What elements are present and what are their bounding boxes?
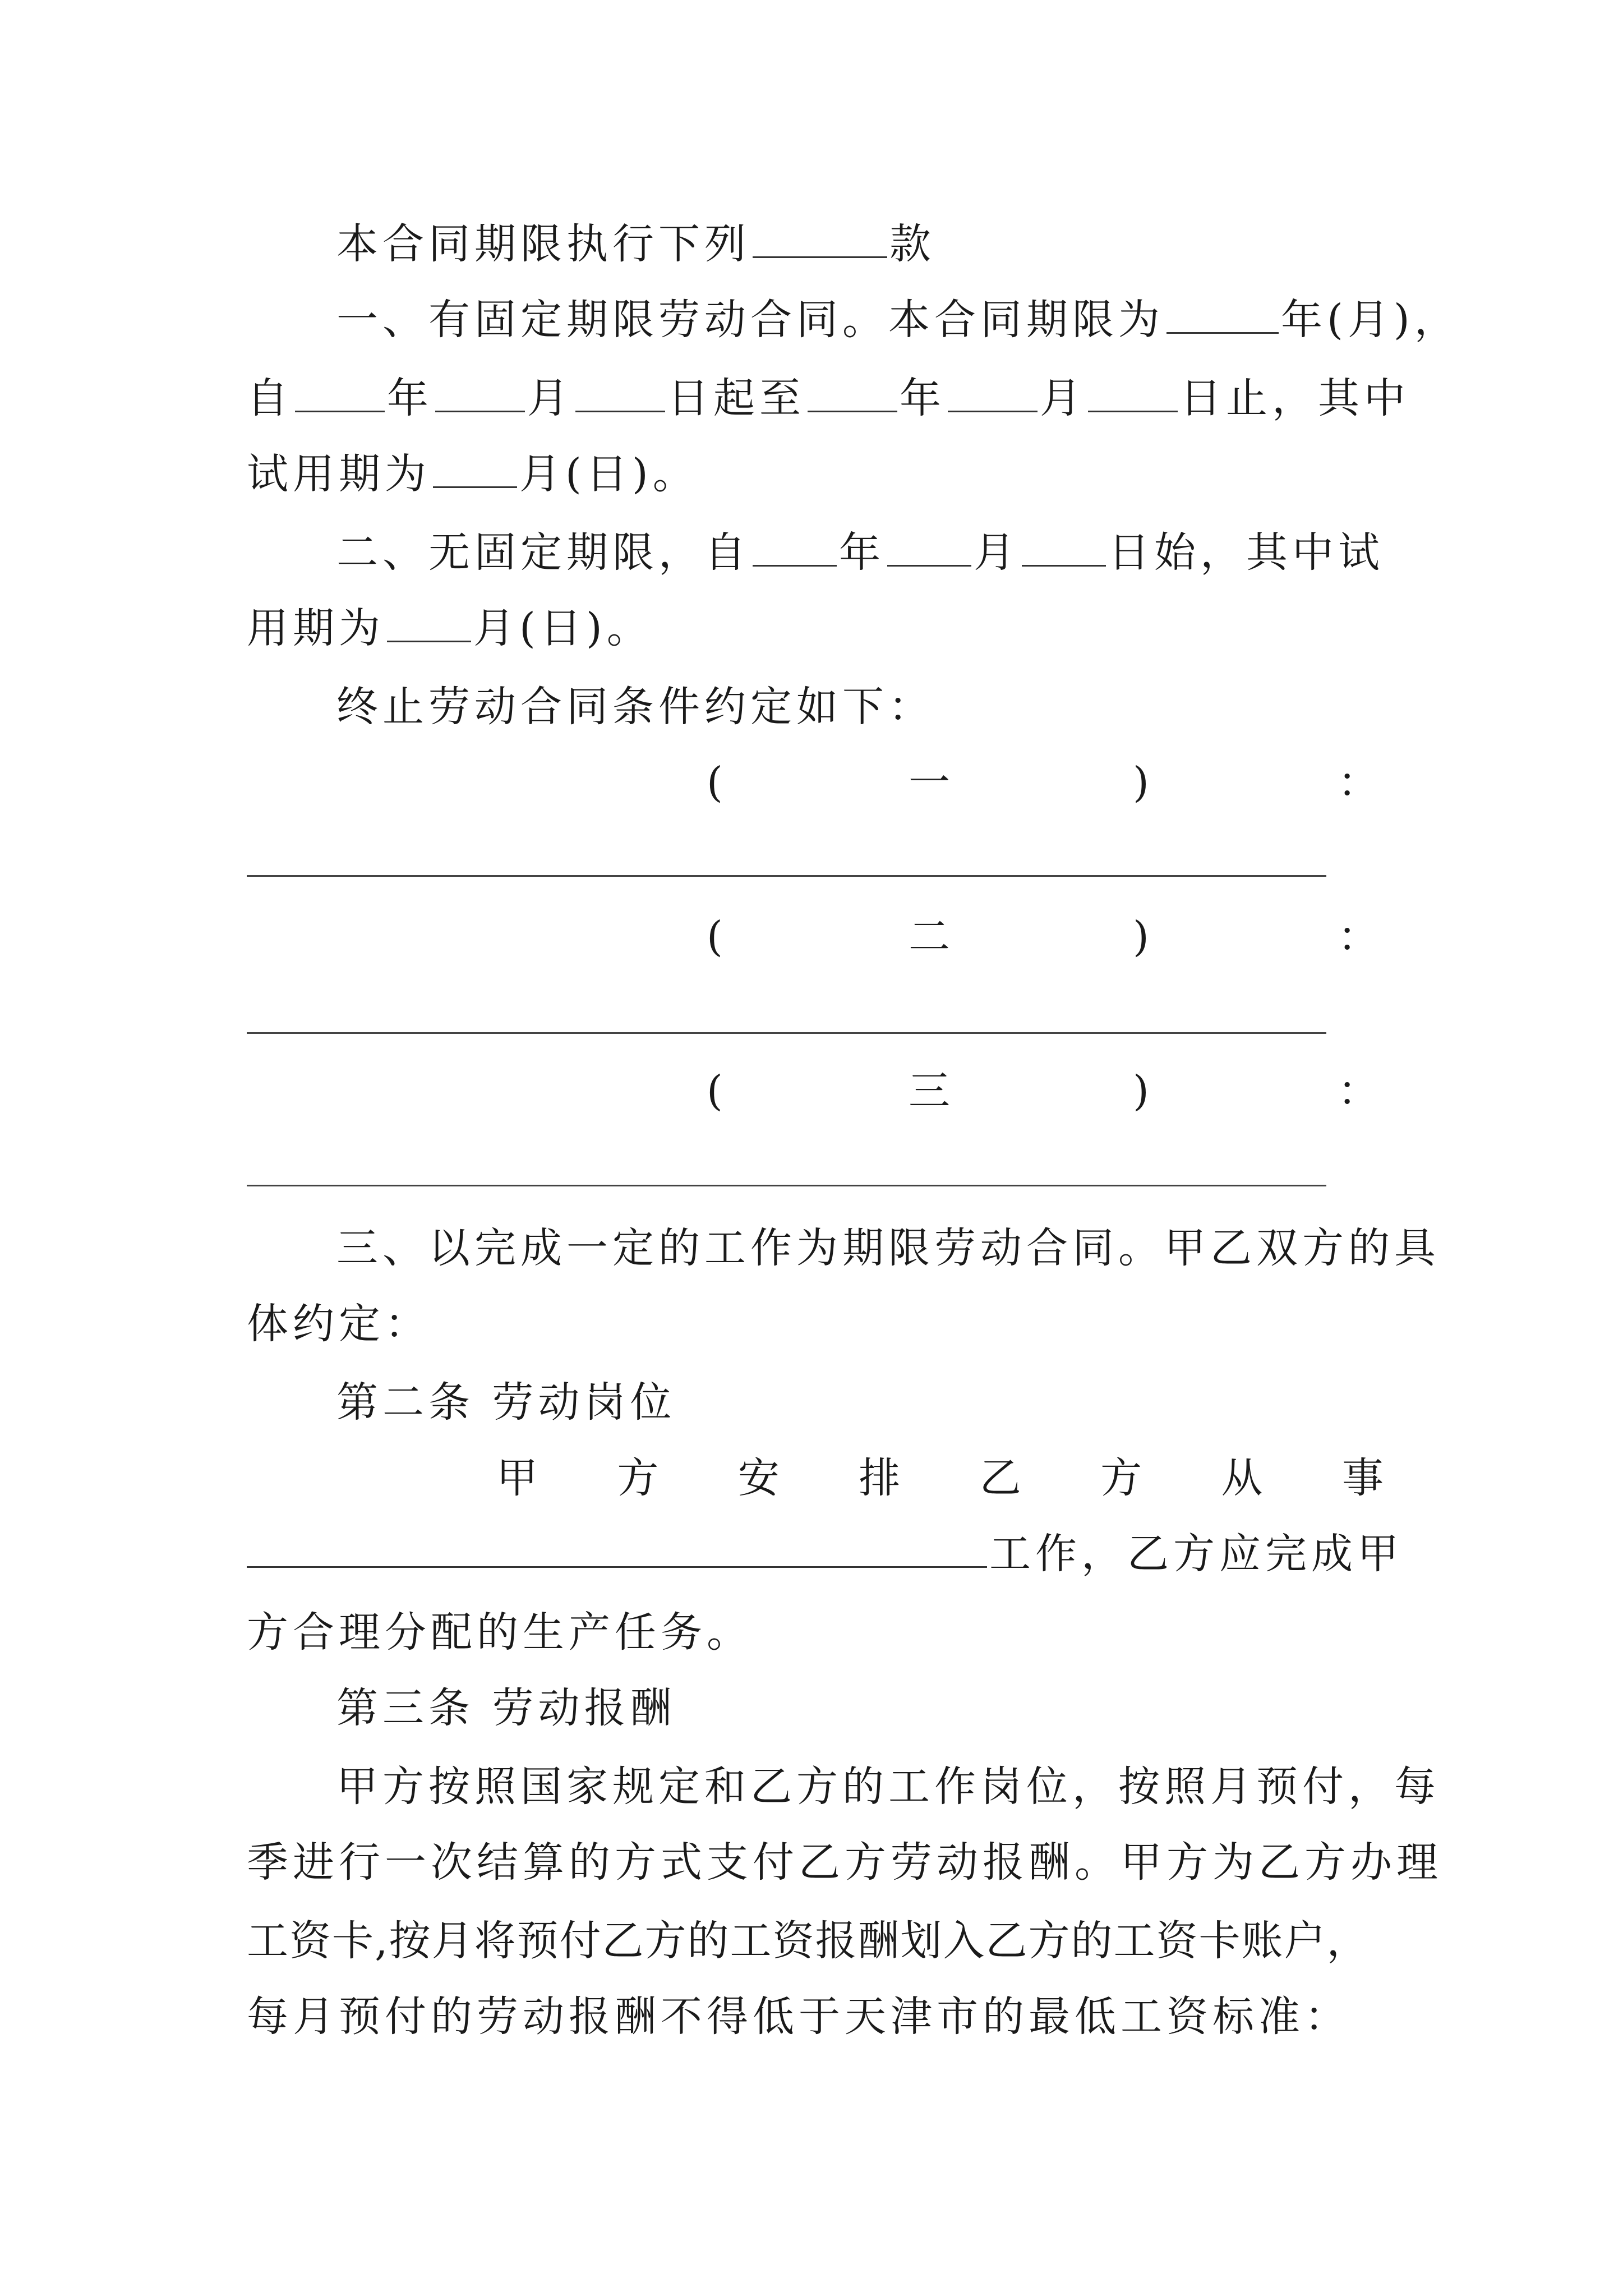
char: 事 (1341, 1454, 1388, 1502)
blank-field[interactable] (433, 447, 517, 488)
blank-field[interactable] (1022, 526, 1106, 567)
text: 日始，其中试 (1108, 528, 1384, 577)
task-based-line: 三、以完成一定的工作为期限劳动合同。甲乙双方的具 (336, 1224, 1440, 1272)
text: 工作，乙方应完成甲 (989, 1530, 1403, 1578)
fill-line[interactable] (247, 875, 1326, 877)
text: 自 (247, 374, 293, 422)
item-number: 三 (909, 1067, 950, 1115)
text: 月 (527, 374, 573, 422)
item-close-paren: ) (1133, 913, 1149, 961)
item-open-paren: ( (707, 758, 723, 807)
item-open-paren: ( (707, 1067, 723, 1115)
text: 一、有固定期限劳动合同。本合同期限为 (336, 296, 1164, 344)
item-colon: ： (1338, 1067, 1379, 1115)
char: 方 (1100, 1454, 1147, 1502)
char: 从 (1221, 1454, 1267, 1502)
char: 乙 (979, 1454, 1026, 1502)
fill-line[interactable] (247, 1032, 1326, 1034)
blank-field[interactable] (1166, 293, 1279, 334)
probation-line (247, 435, 1385, 513)
item-close-paren: ) (1133, 758, 1149, 807)
text: 年 (839, 528, 885, 577)
blank-field[interactable] (295, 371, 385, 412)
text: 日止，其中 (1180, 374, 1410, 422)
open-term-line (336, 513, 1475, 592)
text: 月 (974, 528, 1020, 577)
text: 月(日)。 (473, 604, 653, 652)
char: 安 (737, 1454, 784, 1502)
position-line (247, 1515, 1403, 1593)
text: 用期为 (247, 604, 385, 652)
termination-heading: 终止劳动合同条件约定如下： (336, 683, 934, 731)
text: 年 (387, 374, 433, 422)
text: 日起至 (667, 374, 805, 422)
fixed-term-dates-line (247, 359, 1410, 438)
open-term-probation-line (247, 589, 1385, 668)
task-based-line-2: 体约定： (247, 1300, 431, 1348)
text: 月 (1040, 374, 1086, 422)
pay-line-1: 甲方按照国家规定和乙方的工作岗位，按照月预付，每 (336, 1763, 1440, 1811)
text: 月(日)。 (519, 450, 699, 498)
article-2-heading: 第二条 劳动岗位 (336, 1378, 676, 1427)
blank-field[interactable] (575, 371, 665, 412)
blank-field[interactable] (753, 526, 837, 567)
text: 款 (889, 220, 935, 268)
blank-field[interactable] (435, 371, 525, 412)
item-colon: ： (1338, 913, 1379, 961)
char: 甲 (496, 1454, 542, 1502)
char: 方 (617, 1454, 663, 1502)
item-number: 一 (909, 758, 950, 807)
text: 试用期为 (247, 450, 431, 498)
text: 年 (900, 374, 946, 422)
blank-field[interactable] (887, 526, 971, 567)
blank-field[interactable] (753, 217, 887, 258)
text: 年(月)， (1281, 296, 1460, 344)
text: 二、无固定期限，自 (336, 528, 750, 577)
pay-line-2: 季进行一次结算的方式支付乙方劳动报酬。甲方为乙方办理 (247, 1838, 1442, 1887)
fixed-term-line (336, 280, 1475, 359)
position-line-2: 方合理分配的生产任务。 (247, 1608, 753, 1657)
blank-field[interactable] (387, 601, 471, 642)
item-colon: ： (1338, 758, 1379, 807)
item-close-paren: ) (1133, 1067, 1149, 1115)
blank-field[interactable] (1088, 371, 1178, 412)
blank-field[interactable] (808, 371, 897, 412)
char: 排 (859, 1454, 905, 1502)
pay-line-4: 每月预付的劳动报酬不得低于天津市的最低工资标准： (247, 1993, 1350, 2041)
position-assignment-line (496, 1439, 1388, 1517)
pay-line-3: 工资卡,按月将预付乙方的工资报酬划入乙方的工资卡账户， (247, 1917, 1370, 1965)
text: 本合同期限执行下列 (336, 220, 750, 268)
article-3-heading: 第三条 劳动报酬 (336, 1684, 676, 1732)
item-number: 二 (909, 913, 950, 961)
term-selection-line (336, 205, 1475, 283)
blank-field[interactable] (247, 1527, 987, 1568)
blank-field[interactable] (948, 371, 1038, 412)
fill-line[interactable] (247, 1185, 1326, 1186)
item-open-paren: ( (707, 913, 723, 961)
